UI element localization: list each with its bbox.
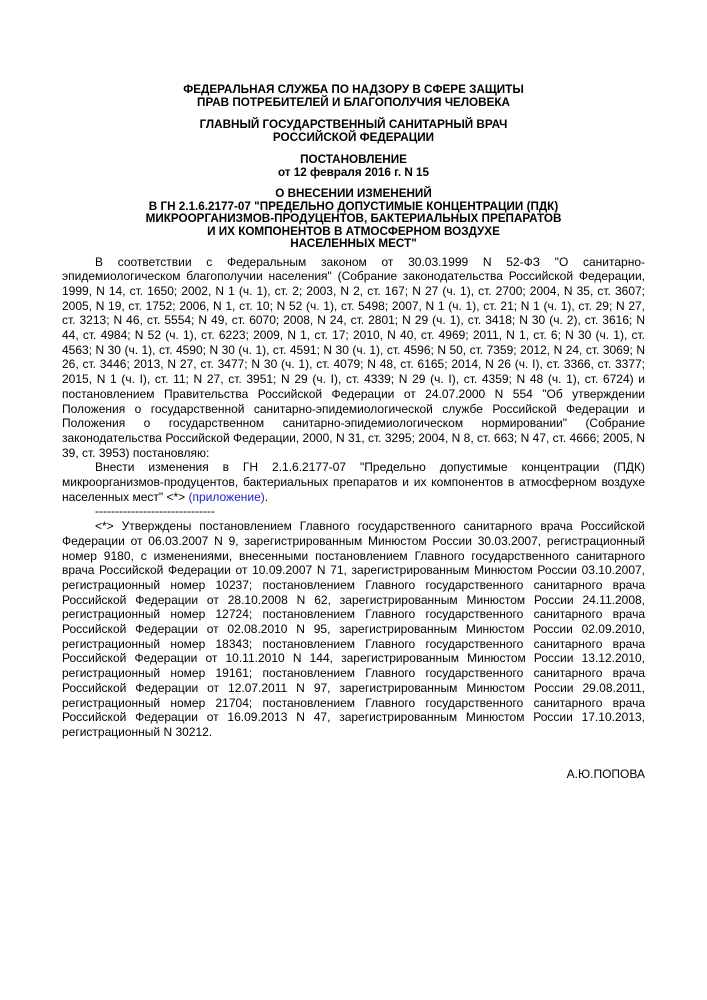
doc-title-line2: В ГН 2.1.6.2177-07 "ПРЕДЕЛЬНО ДОПУСТИМЫЕ КОНЦЕНТРАЦИИ (ПДК)	[148, 199, 559, 213]
header-agency-line1: ФЕДЕРАЛЬНАЯ СЛУЖБА ПО НАДЗОРУ В СФЕРЕ ЗАЩИТЫ	[183, 83, 524, 96]
doc-type-block	[62, 154, 645, 179]
doc-title-line1: О ВНЕСЕНИИ ИЗМЕНЕНИЙ	[275, 187, 432, 200]
header-authority-line1: ГЛАВНЫЙ ГОСУДАРСТВЕННЫЙ САНИТАРНЫЙ ВРАЧ	[199, 118, 508, 131]
prilozhenie-link[interactable]: (приложение)	[188, 489, 265, 504]
header-authority-line2: РОССИЙСКОЙ ФЕДЕРАЦИИ	[272, 130, 435, 144]
doc-type: ПОСТАНОВЛЕНИЕ	[300, 153, 407, 166]
amendment-text: Внести изменения в ГН 2.1.6.2177-07 "Предельно допустимые концентрации (ПДК) микроорганизмов-продуцентов, бактериальных препаратов и их компонентов в атмосферном воздухе населенных мест" <*>	[62, 460, 645, 504]
doc-title-line5: НАСЕЛЕННЫХ МЕСТ"	[290, 237, 417, 250]
amendment-period: .	[264, 489, 269, 504]
footnote-paragraph: <*> Утверждены постановлением Главного государственного санитарного врача Российской Федерации от 06.03.2007 N 9, зарегистрированным Минюстом России 30.03.2007, регистрационный номер 9180, с изменениями, внесенными постановлением Главного государственного санитарного врача Российской Федерации от 10.09.2007 N 71, зарегистрированным Минюстом России 03.10.2007, регистрационный номер 10237; постановлением Главного государственного санитарного врача Российской Федерации от 28.10.2008 N 62, зарегистрированным Минюстом России 24.11.2008, регистрационный номер 12724; постановлением Главного государственного санитарного врача Российской Федерации от 02.08.2010 N 95, зарегистрированным Минюстом России 02.09.2010, регистрационный номер 18343; постановлением Главного государственного санитарного врача Российской Федерации от 10.11.2010 N 144, зарегистрированным Минюстом России 13.12.2010, регистрационный номер 19161; постановлением Главного государственного санитарного врача Российской Федерации от 12.07.2011 N 97, зарегистрированным Минюстом России 29.08.2011, регистрационный номер 21704; постановлением Главного государственного санитарного врача Российской Федерации от 16.09.2013 N 47, зарегистрированным Минюстом России 17.10.2013, регистрационный N 30212.	[62, 519, 645, 739]
doc-title	[62, 188, 645, 251]
doc-date-number: от 12 февраля 2016 г. N 15	[277, 165, 430, 179]
signature: А.Ю.ПОПОВА	[566, 766, 645, 781]
footnote-separator: ------------------------------	[95, 504, 215, 519]
doc-title-line3: МИКРООРГАНИЗМОВ-ПРОДУЦЕНТОВ, БАКТЕРИАЛЬНЫХ ПРЕПАРАТОВ	[145, 212, 562, 225]
header-authority	[62, 119, 645, 144]
header-agency-line2: ПРАВ ПОТРЕБИТЕЛЕЙ И БЛАГОПОЛУЧИЯ ЧЕЛОВЕКА	[197, 95, 510, 109]
preamble-paragraph: В соответствии с Федеральным законом от 30.03.1999 N 52-ФЗ "О санитарно-эпидемиологическом благополучии населения" (Собрание законодательства Российской Федерации, 1999, N 14, ст. 1650; 2002, N 1 (ч. 1), ст. 2; 2003, N 2, ст. 167; N 27 (ч. 1), ст. 2700; 2004, N 35, ст. 3607; 2005, N 19, ст. 1752; 2006, N 1, ст. 10; N 52 (ч. 1), ст. 5498; 2007, N 1 (ч. 1), ст. 21; N 1 (ч. 1), ст. 29; N 27, ст. 3213; N 46, ст. 5554; N 49, ст. 6070; 2008, N 24, ст. 2801; N 29 (ч. 1), ст. 3418; N 30 (ч. 2), ст. 3616; N 44, ст. 4984; N 52 (ч. 1), ст. 6223; 2009, N 1, ст. 17; 2010, N 40, ст. 4969; 2011, N 1, ст. 6; N 30 (ч. 1), ст. 4563; N 30 (ч. 1), ст. 4590; N 30 (ч. 1), ст. 4591; N 30 (ч. 1), ст. 4596; N 50, ст. 7359; 2012, N 24, ст. 3069; N 26, ст. 3446; 2013, N 27, ст. 3477; N 30 (ч. 1), ст. 4079; N 48, ст. 6165; 2014, N 26 (ч. I), ст. 3366, ст. 3377; 2015, N 1 (ч. I), ст. 11; N 27, ст. 3951; N 29 (ч. I), ст. 4339; N 29 (ч. I), ст. 4359; N 48 (ч. 1), ст. 6724) и постановлением Правительства Российской Федерации от 24.07.2000 N 554 "Об утверждении Положения о государственной санитарно-эпидемиологической службе Российской Федерации и Положения о государственном санитарно-эпидемиологическом нормировании" (Собрание законодательства Российской Федерации, 2000, N 31, ст. 3295; 2004, N 8, ст. 663; N 47, ст. 4666; 2005, N 39, ст. 3953) постановляю:	[62, 254, 645, 460]
amendment-paragraph	[62, 460, 645, 504]
header-agency	[62, 84, 645, 109]
doc-title-line4: И ИХ КОМПОНЕНТОВ В АТМОСФЕРНОМ ВОЗДУХЕ	[207, 224, 500, 238]
